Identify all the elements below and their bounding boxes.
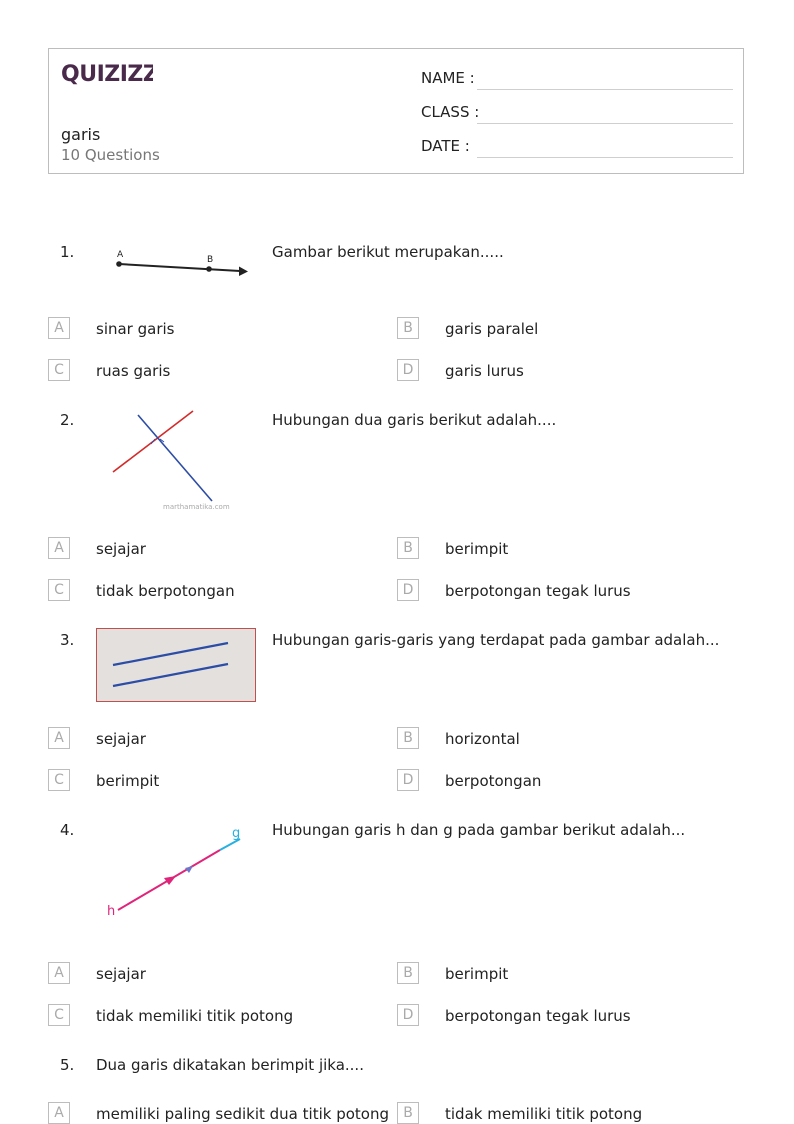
option-b-box[interactable]: B	[397, 537, 419, 559]
option-b-text: tidak memiliki titik potong	[445, 1105, 643, 1123]
svg-text:A: A	[117, 250, 124, 260]
option-a-text: sejajar	[96, 540, 146, 558]
option-c-text: tidak memiliki titik potong	[96, 1007, 294, 1025]
option-d-box[interactable]: D	[397, 769, 419, 791]
option-c-text: tidak berpotongan	[96, 582, 235, 600]
question-text: Hubungan garis h dan g pada gambar berikut adalah...	[272, 821, 686, 839]
option-c-text: ruas garis	[96, 362, 171, 380]
option-c-box[interactable]: C	[48, 359, 70, 381]
option-d-text: berpotongan	[445, 772, 542, 790]
class-label: CLASS :	[421, 103, 480, 121]
option-b-box[interactable]: B	[397, 962, 419, 984]
question-text: Hubungan garis-garis yang terdapat pada gambar adalah...	[272, 631, 720, 649]
svg-text:B: B	[207, 255, 214, 265]
class-field[interactable]	[477, 123, 733, 124]
coincident-lines-diagram	[100, 820, 250, 924]
question-number: 1.	[60, 243, 75, 261]
option-b-box[interactable]: B	[397, 317, 419, 339]
option-c-box[interactable]: C	[48, 769, 70, 791]
option-a-box[interactable]: A	[48, 317, 70, 339]
question-count: 10 Questions	[61, 146, 160, 164]
option-d-text: garis lurus	[445, 362, 524, 380]
date-label: DATE :	[421, 137, 470, 155]
ray-diagram	[108, 246, 256, 282]
option-c-box[interactable]: C	[48, 1004, 70, 1026]
option-d-box[interactable]: D	[397, 359, 419, 381]
question-number: 2.	[60, 411, 75, 429]
question-text: Gambar berikut merupakan.....	[272, 243, 504, 261]
intersecting-lines-diagram	[108, 408, 248, 514]
question-text: Dua garis dikatakan berimpit jika....	[96, 1056, 364, 1074]
parallel-lines-diagram	[96, 628, 256, 702]
option-a-box[interactable]: A	[48, 1102, 70, 1124]
worksheet-title: garis	[61, 125, 101, 144]
option-b-text: horizontal	[445, 730, 520, 748]
option-a-box[interactable]: A	[48, 962, 70, 984]
option-a-text: sejajar	[96, 730, 146, 748]
option-a-box[interactable]: A	[48, 537, 70, 559]
name-field[interactable]	[477, 89, 733, 90]
option-b-text: berimpit	[445, 965, 509, 983]
option-b-box[interactable]: B	[397, 1102, 419, 1124]
question-number: 5.	[60, 1056, 75, 1074]
option-c-box[interactable]: C	[48, 579, 70, 601]
option-a-text: sejajar	[96, 965, 146, 983]
option-c-text: berimpit	[96, 772, 160, 790]
option-b-box[interactable]: B	[397, 727, 419, 749]
date-field[interactable]	[477, 157, 733, 158]
question-number: 3.	[60, 631, 75, 649]
svg-text:QUIZIZZ: QUIZIZZ	[61, 62, 153, 87]
option-d-box[interactable]: D	[397, 1004, 419, 1026]
quizizz-logo-mark	[61, 59, 153, 87]
option-a-text: sinar garis	[96, 320, 175, 338]
option-a-text: memiliki paling sedikit dua titik potong	[96, 1105, 389, 1123]
option-b-text: berimpit	[445, 540, 509, 558]
svg-text:g: g	[232, 826, 241, 841]
svg-text:h: h	[107, 904, 116, 919]
option-b-text: garis paralel	[445, 320, 539, 338]
option-d-text: berpotongan tegak lurus	[445, 582, 631, 600]
worksheet-header	[48, 48, 744, 174]
option-d-box[interactable]: D	[397, 579, 419, 601]
question-text: Hubungan dua garis berikut adalah....	[272, 411, 557, 429]
option-a-box[interactable]: A	[48, 727, 70, 749]
question-number: 4.	[60, 821, 75, 839]
quizizz-logo	[61, 59, 153, 91]
svg-text:marthamatika.com: marthamatika.com	[163, 503, 230, 511]
name-label: NAME :	[421, 69, 475, 87]
option-d-text: berpotongan tegak lurus	[445, 1007, 631, 1025]
